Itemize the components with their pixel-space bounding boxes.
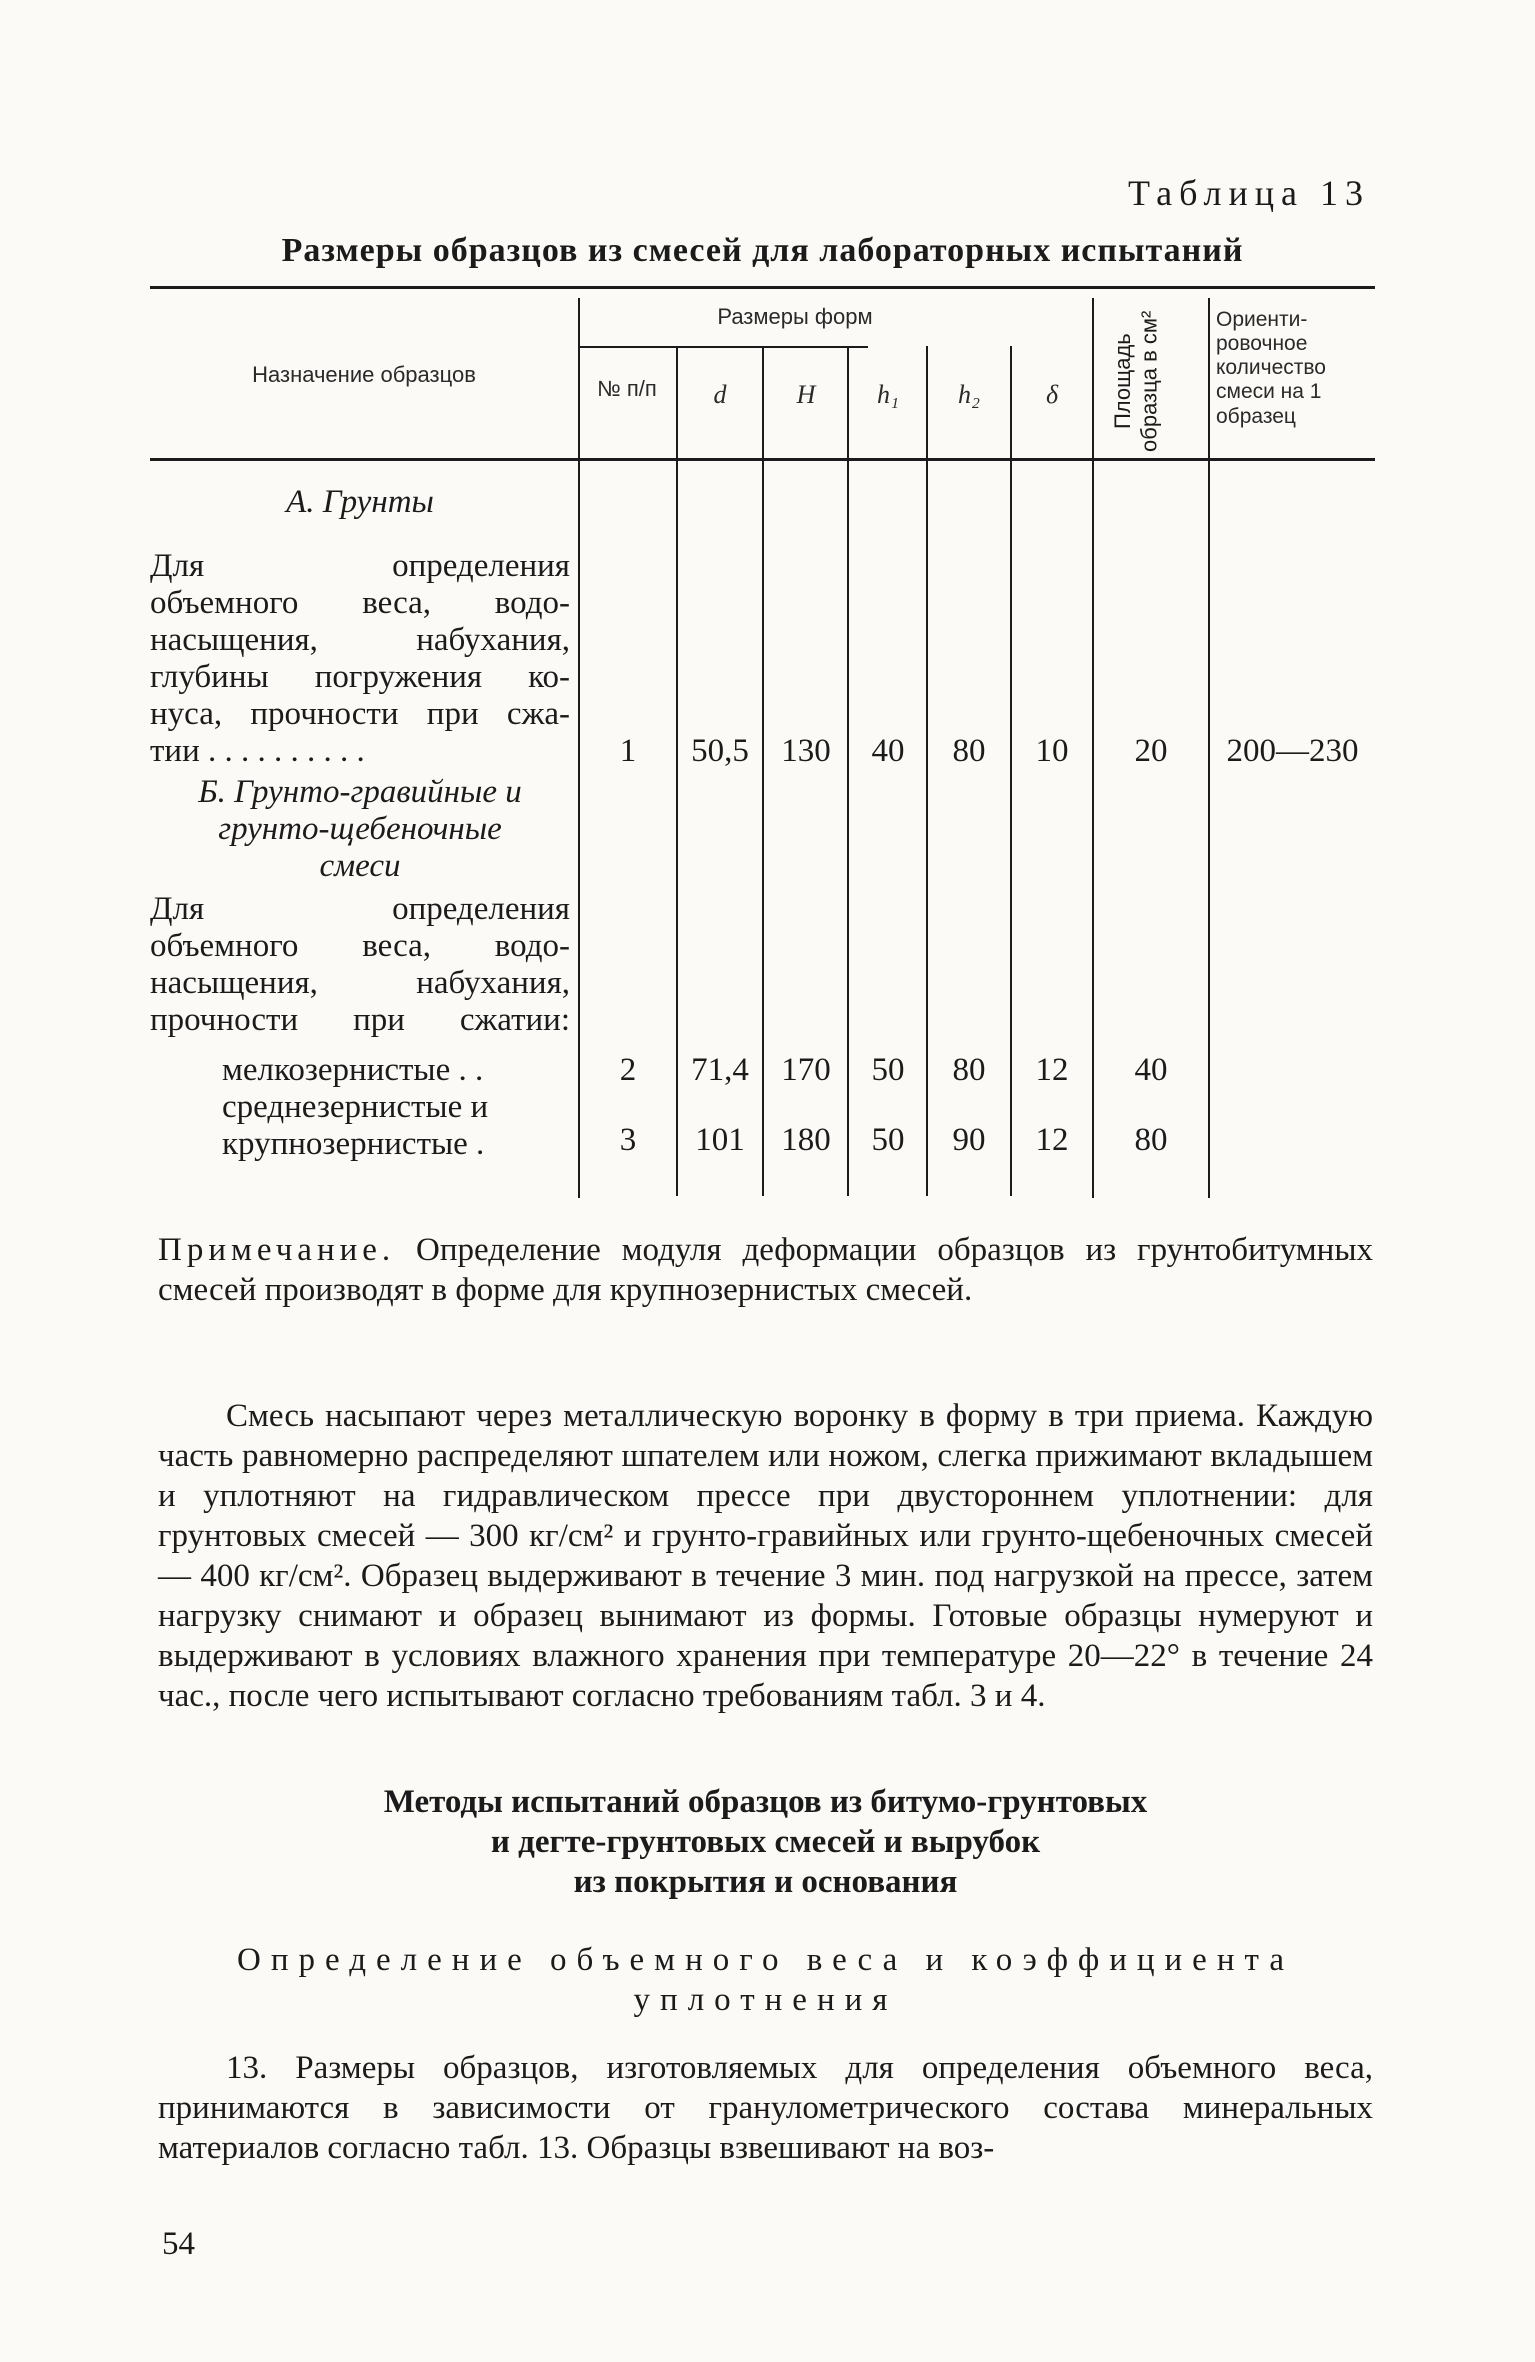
cell-num: 2 [619, 1052, 637, 1088]
subsection-heading: Определение объемного веса и коэффициента [237, 1942, 1294, 1978]
cell-delta: 12 [1035, 1122, 1069, 1158]
section-b-line: насыщения, набухания, [150, 965, 570, 1001]
section-a-line: Для определения [150, 548, 570, 584]
cell-area: 40 [1134, 1052, 1168, 1088]
cell-h2: 80 [952, 733, 986, 769]
dimensions-table [150, 286, 1375, 1216]
cell-d: 71,4 [691, 1052, 749, 1088]
body-paragraph: Смесь насыпают через металлическую воронку в форму в три приема. Каждую часть равномерно распределяют шпателем или ножом, слегка прижимают вкладышем и уплотняют на гидравлическом прессе при двустороннем уплотнении: для грунтовых смесей — 300 кг/см² и грунто-гравийных или грунто-щебеночных смесей — 400 кг/см². Образец выдерживают в течение 3 мин. под нагрузкой на прессе, затем нагрузку снимают и образец вынимают из формы. Готовые образцы нумеруют и выдерживают в условиях влажного хранения при температуре 20—22° в течение 24 час., после чего испытывают согласно требованиям табл. 3 и 4. [158, 1398, 1373, 1714]
cell-H: 170 [781, 1052, 831, 1088]
cell-h1: 40 [871, 733, 905, 769]
cell-h2: 90 [952, 1122, 986, 1158]
note-label: Примечание. [158, 1232, 396, 1268]
cell-delta: 12 [1035, 1052, 1069, 1088]
header-H: H [796, 380, 816, 409]
cell-h1: 50 [871, 1122, 905, 1158]
subsection-heading: уплотнения [633, 1982, 898, 2018]
cell-num: 3 [619, 1122, 637, 1158]
cell-delta: 10 [1035, 733, 1069, 769]
table-title: Размеры образцов из смесей для лабораторных испытаний [281, 232, 1244, 269]
form-sizes-rule [580, 346, 868, 348]
section-a-line: объемного веса, водо- [150, 585, 570, 621]
header-d: d [713, 380, 727, 409]
cell-d: 101 [695, 1122, 745, 1158]
cell-h1: 50 [871, 1052, 905, 1088]
cell-amount: 200—230 [1226, 733, 1359, 769]
header-num: № п/п [597, 376, 657, 401]
header-h1: h₁ [876, 380, 900, 409]
header-area: Площадь образца в см² [1110, 310, 1162, 452]
section-b-title: грунто-щебеночные [218, 811, 502, 847]
cell-d: 50,5 [691, 733, 749, 769]
section-heading: Методы испытаний образцов из битумо-грунтовых [383, 1784, 1148, 1820]
row-3-label: среднезернистые и [222, 1089, 489, 1125]
section-a-line: тии . . . . . . . . . . [150, 733, 365, 769]
header-h2: h₂ [957, 380, 981, 409]
section-b-title: смеси [319, 848, 401, 884]
section-a-line: насыщения, набухания, [150, 622, 570, 658]
cell-H: 180 [781, 1122, 831, 1158]
section-b-line: объемного веса, водо- [150, 928, 570, 964]
header-purpose: Назначение образцов [252, 362, 476, 387]
cell-num: 1 [619, 733, 637, 769]
table-label: Таблица 13 [1128, 173, 1370, 213]
section-heading: и дегте-грунтовых смесей и вырубок [490, 1824, 1041, 1860]
section-b-line: Для определения [150, 891, 570, 927]
section-a-line: глубины погружения ко- [150, 659, 570, 695]
header-form-sizes: Размеры форм [717, 304, 873, 329]
section-a-line: нуса, прочности при сжа- [150, 696, 570, 732]
table-top-rule [150, 286, 1375, 289]
section-b-line: прочности при сжатии: [150, 1002, 570, 1038]
cell-area: 20 [1134, 733, 1168, 769]
page-number: 54 [162, 2226, 195, 2262]
header-amount: Ориенти- ровочное количество смеси на 1 образец [1216, 308, 1326, 428]
cell-h2: 80 [952, 1052, 986, 1088]
row-3-label: крупнозернистые . [222, 1126, 485, 1162]
section-heading: из покрытия и основания [573, 1864, 958, 1900]
header-delta: δ [1045, 380, 1059, 409]
table-note [158, 1230, 1373, 1310]
body-paragraph: 13. Размеры образцов, изготовляемых для определения объемного веса, принимаются в зависимости от гранулометрического состава минеральных материалов согласно табл. 13. Образцы взвешивают на воз- [158, 2050, 1373, 2166]
note-text: Определение модуля деформации образцов из грунтобитумных смесей производят в форме для крупнозернистых смесей. [158, 1232, 1373, 1308]
cell-area: 80 [1134, 1122, 1168, 1158]
section-a-title: А. Грунты [286, 484, 434, 520]
section-b-title: Б. Грунто-гравийные и [198, 774, 522, 810]
row-2-label: мелкозернистые . . [222, 1052, 484, 1088]
cell-H: 130 [781, 733, 831, 769]
